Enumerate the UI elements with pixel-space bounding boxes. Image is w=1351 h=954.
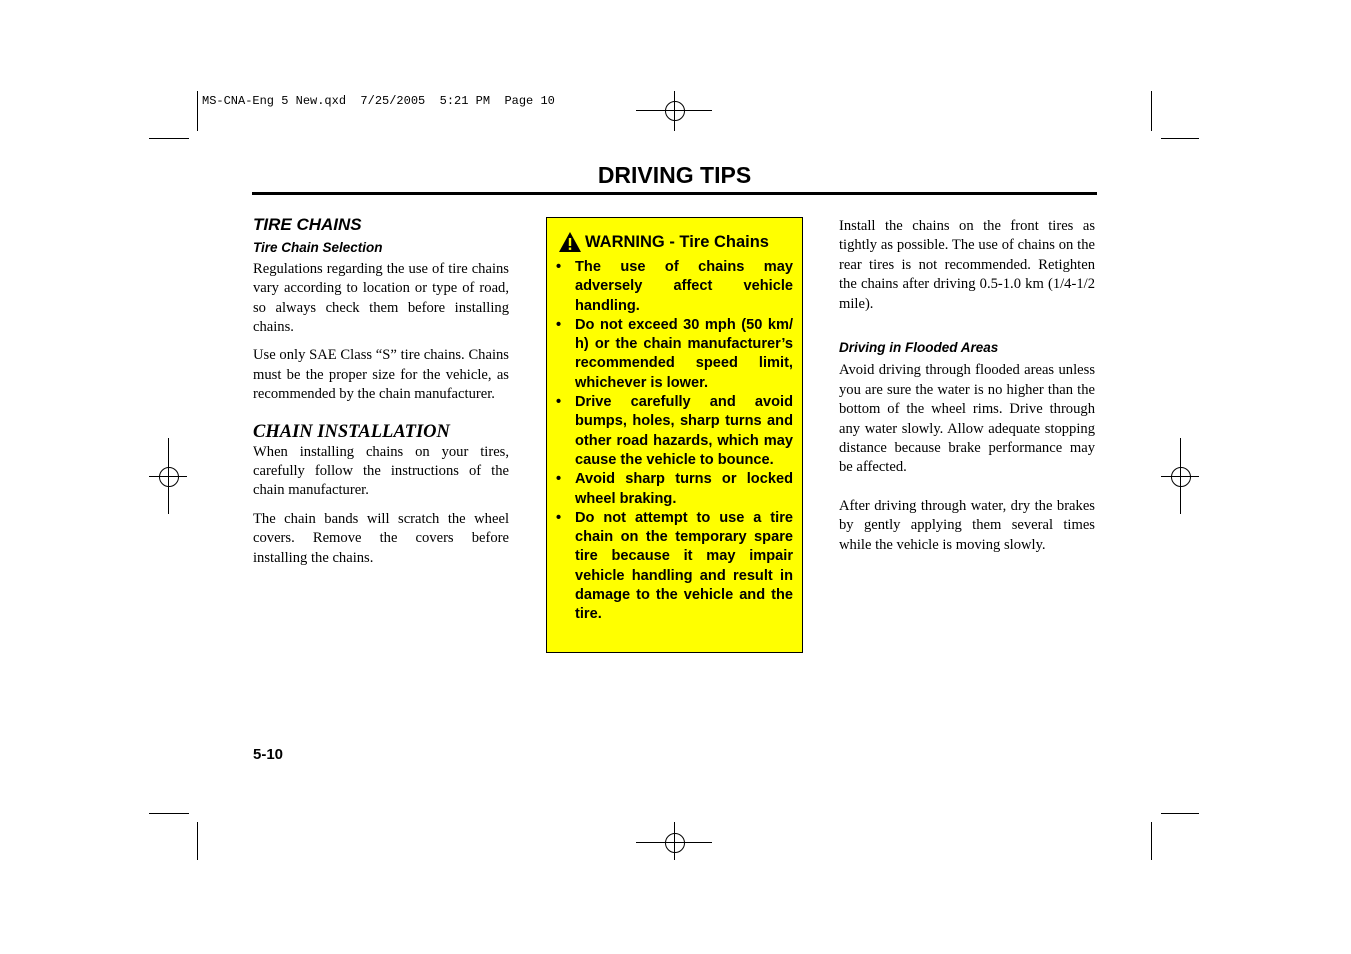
warning-item: • Do not exceed 30 mph (50 km/ h) or the chain manufacturer’s recommended speed limit, whichever is lower. [556, 316, 793, 391]
bullet: • [556, 259, 562, 275]
warning-item: • Do not attempt to use a tire chain on the temporary spare tire because it may impair vehicle handling and result in damage to the vehicle and the tire. [556, 509, 793, 623]
warning-title-text: WARNING - Tire Chains [585, 232, 769, 251]
warning-list [556, 258, 793, 625]
warning-title [558, 231, 769, 253]
right-column [839, 217, 1095, 564]
left-column [253, 215, 509, 577]
bullet: • [556, 509, 562, 526]
paragraph: Use only SAE Class “S” tire chains. Chains must be the proper size for the vehicle, as recommended by the chain manufacturer. [253, 347, 509, 403]
bullet: • [556, 394, 562, 411]
paragraph: Install the chains on the front tires as tightly as possible. The use of chains on the rear tires is not recommended. Retighten the chains after driving 0.5-1.0 km (1/4-1/2 mile). [839, 218, 1095, 312]
tire-chain-selection-subheading: Tire Chain Selection [253, 240, 383, 256]
print-slug: MS-CNA-Eng 5 New.qxd 7/25/2005 5:21 PM Page 10 [202, 94, 555, 108]
warning-item: • Drive carefully and avoid bumps, holes, sharp turns and other road hazards, which may cause the vehicle to bounce. [556, 394, 793, 468]
title-rule [252, 192, 1097, 195]
driving-flooded-areas-subheading: Driving in Flooded Areas [839, 340, 999, 356]
bullet: • [556, 471, 562, 488]
paragraph: When installing chains on your tires, carefully follow the instructions of the chain manufacturer. [253, 443, 509, 499]
page-title: DRIVING TIPS [597, 162, 752, 188]
warning-item: • The use of chains may adversely affect vehicle handling. [556, 259, 793, 314]
page-number: 5-10 [253, 746, 284, 763]
warning-triangle-icon [558, 231, 582, 253]
paragraph: Avoid driving through flooded areas unless you are sure the water is no higher than the bottom of the wheel rims. Drive through any water slowly. Allow adequate stopping distance because brake performance may be affected. [839, 362, 1095, 476]
tire-chains-heading: TIRE CHAINS [253, 215, 362, 234]
paragraph: The chain bands will scratch the wheel covers. Remove the covers before installing the chains. [253, 510, 509, 566]
paragraph: After driving through water, dry the brakes by gently applying them several times while the vehicle is moving slowly. [839, 497, 1095, 553]
paragraph: Regulations regarding the use of tire chains vary according to location or type of road, so always check them before installing chains. [253, 260, 509, 336]
bullet: • [556, 316, 562, 333]
warning-box [546, 217, 803, 653]
chain-installation-heading: CHAIN INSTALLATION [253, 421, 450, 442]
warning-item: • Avoid sharp turns or locked wheel braking. [556, 471, 793, 507]
